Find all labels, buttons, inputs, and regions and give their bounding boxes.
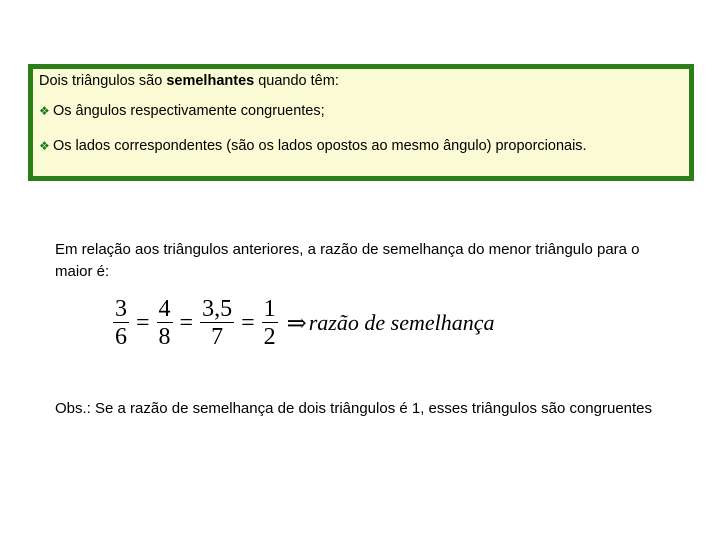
numerator-1: 3: [115, 295, 127, 322]
equals-sign: =: [179, 309, 194, 336]
fraction-3: [200, 296, 234, 351]
diamond-bullet-icon: ❖: [39, 104, 50, 118]
bullet-text-1: Os ângulos respectivamente congruentes;: [53, 103, 325, 119]
bullet-text-2: Os lados correspondentes (são os lados opostos ao mesmo ângulo) proporcionais.: [53, 138, 587, 154]
definition-box: [28, 64, 694, 181]
intro-text-start: Dois triângulos são: [39, 73, 167, 89]
diamond-bullet-icon: ❖: [39, 139, 50, 153]
definition-bullet-2: [39, 138, 587, 154]
fraction-2: [157, 296, 173, 351]
ratio-paragraph: Em relação aos triângulos anteriores, a razão de semelhança do menor triângulo para o maior é:: [55, 241, 640, 280]
numerator-3: 3,5: [202, 295, 233, 322]
numerator-2: 4: [158, 295, 171, 322]
denominator-4: 2: [263, 323, 276, 350]
definition-bullet-1: [39, 103, 325, 119]
intro-text-end: quando têm:: [254, 73, 339, 89]
observation-paragraph: Obs.: Se a razão de semelhança de dois triângulos é 1, esses triângulos são congruentes: [55, 400, 653, 417]
denominator-2: 8: [158, 323, 171, 350]
equals-sign: =: [241, 309, 255, 336]
ratio-equation: [110, 293, 495, 353]
equation-result: razão de semelhança: [308, 310, 495, 335]
equals-sign: =: [136, 309, 150, 336]
implies-arrow-icon: ⇒: [286, 310, 307, 337]
denominator-3: 7: [211, 323, 224, 350]
intro-bold-term: semelhantes: [166, 73, 255, 89]
definition-intro: [39, 73, 339, 89]
numerator-4: 1: [263, 295, 276, 322]
fraction-4: [262, 296, 278, 351]
fraction-1: [113, 296, 129, 351]
denominator-1: 6: [115, 323, 127, 350]
